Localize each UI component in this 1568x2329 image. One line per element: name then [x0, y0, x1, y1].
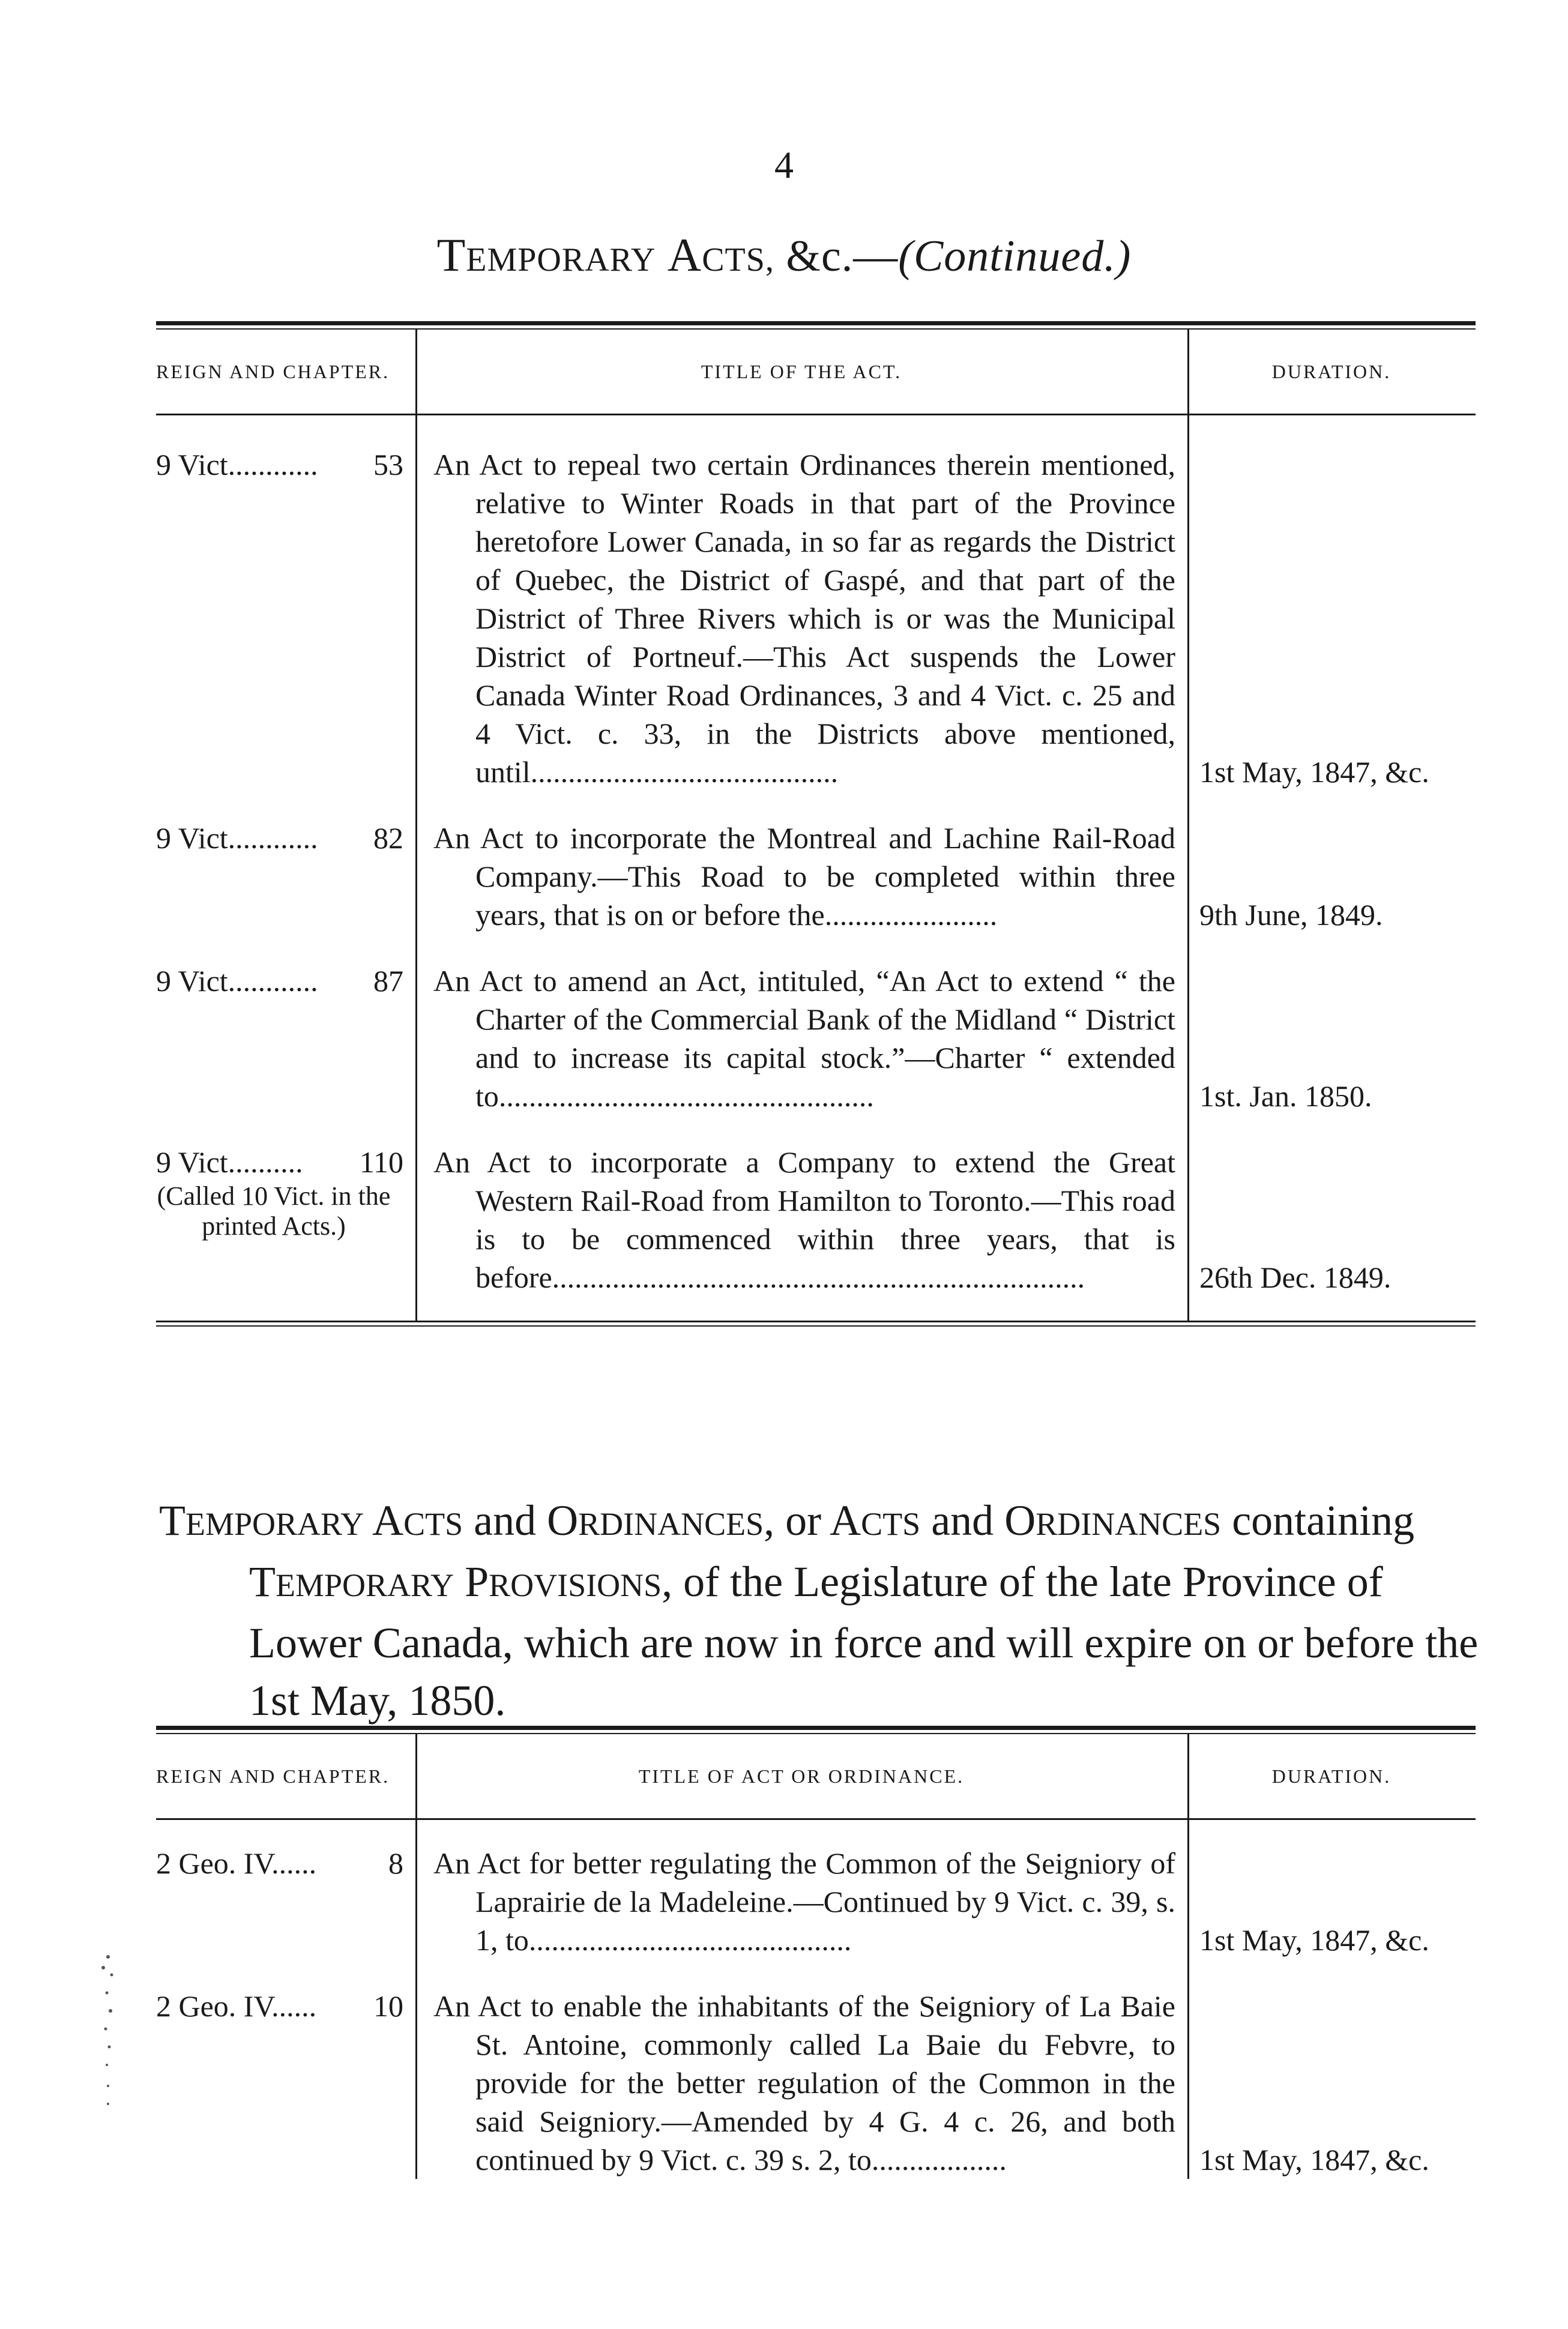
- column-divider: [415, 1820, 417, 2179]
- table-bottom-rule: [156, 1321, 1476, 1327]
- header-reign: REIGN AND CHAPTER.: [156, 1765, 390, 1787]
- table-row: 2 Geo. IV...... 8 An Act for better regulating the Common of the Seigniory of Laprairie de la Madeleine.—Continued by 9 Vict. c. 39, s. 1, to........................................... 1st May, 1847, &c.: [156, 1844, 1476, 1959]
- act-duration: 1st May, 1847, &c.: [1199, 1923, 1429, 1957]
- table-row: 9 Vict............ 87 An Act to amend an Act, intituled, “An Act to extend “ the Charter of the Commercial Bank of the Midland “ District and to increase its capital stock.”—Charter “ extended to.................................................. 1st. Jan. 1850.: [156, 962, 1476, 1115]
- act-duration: 1st May, 1847, &c.: [1199, 2143, 1429, 2177]
- act-title: An Act to incorporate a Company to extend the Great Western Rail-Road from Hamilton to Toronto.—This road is to be commenced within three years, that is before.......................................................................: [433, 1145, 1175, 1294]
- act-duration: 1st. Jan. 1850.: [1199, 1079, 1372, 1113]
- margin-marks: [90, 1951, 126, 2113]
- table-top-rule: [156, 1726, 1476, 1734]
- act-title: An Act for better regulating the Common of the Seigniory of Laprairie de la Madeleine.—Continued by 9 Vict. c. 39, s. 1, to...........................................: [433, 1846, 1175, 1957]
- act-title: An Act to enable the inhabitants of the Seigniory of La Baie St. Antoine, commonly called La Baie du Febvre, to provide for the better regulation of the Common in the said Seigniory.—Amended by 4 G. 4 c. 26, and both continued by 9 Vict. c. 39 s. 2, to..................: [433, 1989, 1175, 2177]
- table-row: 9 Vict............ 82 An Act to incorporate the Montreal and Lachine Rail-Road Company.—This Road to be completed within three years, that is on or before the....................... 9th June, 1849.: [156, 819, 1476, 934]
- act-title: An Act to repeal two certain Ordinances therein mentioned, relative to Winter Roads in that part of the Province heretofore Lower Canada, in so far as regards the District of Quebec, the District of Gaspé, and that part of the District of Three Rivers which is or was the Municipal District of Portneuf.—This Act suspends the Lower Canada Winter Road Ordinances, 3 and 4 Vict. c. 25 and 4 Vict. c. 33, in the Districts above mentioned, until.........................................: [433, 448, 1175, 789]
- column-divider: [415, 415, 417, 1321]
- table-top-rule: [156, 321, 1476, 330]
- act-duration: 26th Dec. 1849.: [1199, 1261, 1392, 1294]
- page-number: 4: [774, 143, 794, 186]
- act-title: An Act to amend an Act, intituled, “An Act to extend “ the Charter of the Commercial Bank of the Midland “ District and to increase its capital stock.”—Charter “ extended to..................................................: [433, 964, 1175, 1113]
- section-heading: TEMPORARY ACTS and ORDINANCES, or ACTS and ORDINANCES containing TEMPORARY PROVISIONS, of the Legislature of the late Province of Lower Canada, which are now in force and will expire on or before the 1st May, 1850.: [159, 1496, 1479, 1725]
- act-duration: 1st May, 1847, &c.: [1199, 755, 1429, 789]
- temporary-ordinances-table: [156, 1726, 1476, 2179]
- reign-note: (Called 10 Vict. in the printed Acts.): [157, 1181, 391, 1241]
- header-duration: DURATION.: [1271, 1765, 1392, 1787]
- header-title: TITLE OF ACT OR ORDINANCE.: [638, 1765, 965, 1787]
- column-divider: [1187, 1820, 1189, 2179]
- table-row: 2 Geo. IV...... 10 An Act to enable the inhabitants of the Seigniory of La Baie St. Antoine, commonly called La Baie du Febvre, to provide for the better regulation of the Common in the said Seigniory.—Amended by 4 G. 4 c. 26, and both continued by 9 Vict. c. 39 s. 2, to.................. 1st May, 1847, &c.: [156, 1987, 1476, 2179]
- table-row: 9 Vict............ 53 An Act to repeal two certain Ordinances therein mentioned, relative to Winter Roads in that part of the Province heretofore Lower Canada, in so far as regards the District of Quebec, the District of Gaspé, and that part of the District of Three Rivers which is or was the Municipal District of Portneuf.—This Act suspends the Lower Canada Winter Road Ordinances, 3 and 4 Vict. c. 25 and 4 Vict. c. 33, in the Districts above mentioned, until......................................... 1st May, 1847, &c.: [156, 445, 1476, 791]
- header-title: TITLE OF THE ACT.: [701, 360, 902, 382]
- table-header: [156, 1734, 1476, 1818]
- header-duration: DURATION.: [1271, 360, 1392, 382]
- table-header: [156, 330, 1476, 414]
- header-reign: REIGN AND CHAPTER.: [156, 360, 390, 382]
- act-title: An Act to incorporate the Montreal and Lachine Rail-Road Company.—This Road to be completed within three years, that is on or before the.......................: [433, 821, 1175, 932]
- column-divider: [1187, 415, 1189, 1321]
- temporary-acts-table: [156, 321, 1476, 1327]
- act-duration: 9th June, 1849.: [1199, 898, 1383, 932]
- section-title: TEMPORARY ACTS, &c.—(Continued.): [436, 229, 1132, 281]
- table-row: 9 Vict.......... 110 (Called 10 Vict. in the printed Acts.) An Act to incorporate a Company to extend the Great Western Rail-Road from Hamilton to Toronto.—This road is to be commenced within three years, that is before....................................................................... 26th Dec. 1849.: [156, 1143, 1476, 1297]
